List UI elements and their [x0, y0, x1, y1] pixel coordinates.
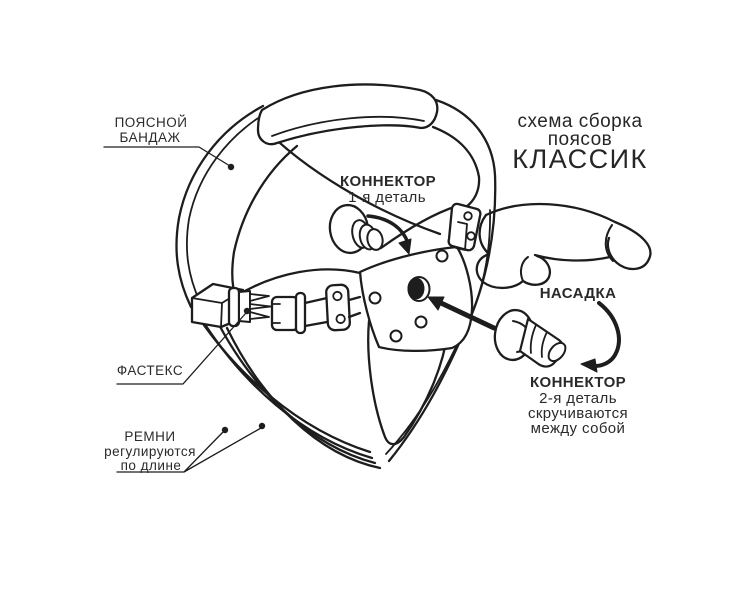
arrow-attachment-to-connector2 [581, 303, 619, 372]
label-straps-line2: регулируются [104, 444, 196, 459]
mounting-plate [360, 247, 472, 351]
label-fastex: ФАСТЕКС [116, 363, 184, 378]
label-connector2-line2: 2-я деталь [539, 390, 617, 407]
label-waist-bandage-line2: БАНДАЖ [119, 130, 181, 145]
right-rivet-plate [449, 204, 481, 250]
label-connector2-title: КОННЕКТОР [529, 374, 627, 391]
label-waist-bandage-line1: ПОЯСНОЙ [114, 115, 188, 130]
connector-plug-1 [327, 203, 385, 256]
label-straps-line3: по длине [120, 458, 182, 473]
label-connector1-subtitle: 1-я деталь [348, 189, 426, 206]
connector-plug-2 [492, 308, 569, 367]
page-title-line2: поясов [547, 129, 613, 150]
page-title-line3: КЛАССИК [512, 144, 648, 174]
label-attachment: НАСАДКА [539, 285, 617, 302]
label-connector1-title: КОННЕКТОР [339, 173, 437, 190]
padded-top-strap [258, 84, 437, 144]
label-connector2-line3: скручиваются [527, 405, 629, 422]
label-connector2-line4: между собой [530, 420, 626, 437]
label-straps-line1: РЕМНИ [124, 429, 176, 444]
dildo-attachment [477, 204, 651, 288]
fastex-buckle [192, 284, 360, 333]
page-title-line1: схема сборка [517, 111, 643, 132]
